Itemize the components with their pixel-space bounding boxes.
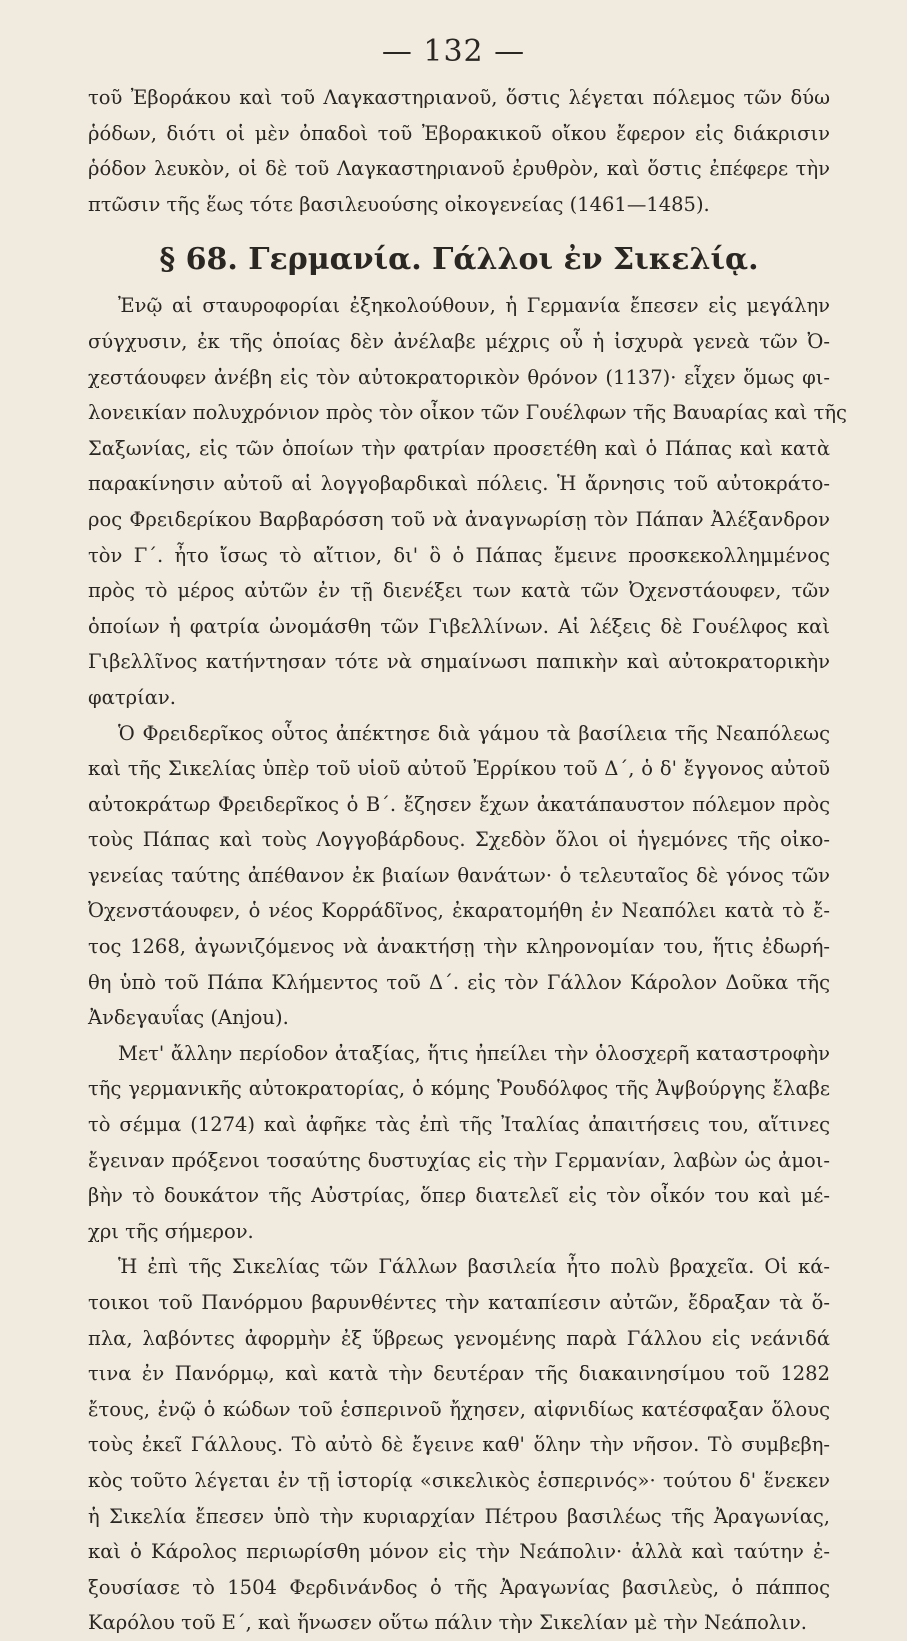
text-line: Ὀχενστάουφεν, ὁ νέος Κορράδῖνος, ἐκαρατομήθη ἐν Νεαπόλει κατὰ τὸ ἔ- — [88, 899, 830, 923]
text-line: τινα ἐν Πανόρμῳ, καὶ κατὰ τὴν δευτέραν τῆς διακαινησίμου τοῦ 1282 — [88, 1362, 830, 1386]
text-line: ἡ Σικελία ἔπεσεν ὑπὸ τὴν κυριαρχίαν Πέτρου βασιλέως τῆς Ἀραγωνίας, — [88, 1504, 830, 1528]
section-heading: § 68. Γερμανία. Γάλλοι ἐν Σικελίᾳ. — [159, 242, 759, 278]
text-line: τῆς γερμανικῆς αὐτοκρατορίας, ὁ κόμης Ῥουδόλφος τῆς Ἀψβούργης ἔλαβε — [88, 1077, 830, 1101]
text-line: Καρόλου τοῦ Ε΄, καὶ ἥνωσεν οὕτω πάλιν τὴν Σικελίαν μὲ τὴν Νεάπολιν. — [88, 1611, 807, 1635]
text-line: τοὺς ἐκεῖ Γάλλους. Τὸ αὐτὸ δὲ ἔγεινε καθ' ὅλην τὴν νῆσον. Τὸ συμβεβη- — [88, 1433, 830, 1457]
page-number: — 132 — — [381, 34, 526, 69]
text-line: Μετ' ἄλλην περίοδον ἀταξίας, ἥτις ἠπείλει τὴν ὁλοσχερῆ καταστροφὴν — [118, 1041, 830, 1065]
text-line: Γιβελλῖνος κατήντησαν τότε νὰ σημαίνωσι παπικὴν καὶ αὐτοκρατορικὴν — [88, 650, 830, 674]
text-line: τοὺς Πάπας καὶ τοὺς Λογγοβάρδους. Σχεδὸν ὅλοι οἱ ἡγεμόνες τῆς οἰκο- — [88, 828, 830, 852]
text-line: πλα, λαβόντες ἀφορμὴν ἐξ ὕβρεως γενομένης παρὰ Γάλλου εἰς νεάνιδά — [88, 1326, 830, 1350]
text-line: ὁποίων ἡ φατρία ὠνομάσθη τῶν Γιβελλίνων. Αἱ λέξεις δὲ Γουέλφος καὶ — [88, 614, 830, 638]
text-block — [88, 80, 847, 1641]
text-line: ρος Φρειδερίκου Βαρβαρόσση τοῦ νὰ ἀναγνωρίσῃ τὸν Πάπαν Ἀλέξανδρον — [88, 507, 830, 531]
text-line: λονεικίαν πολυχρόνιον πρὸς τὸν οἶκον τῶν Γουέλφων τῆς Βαυαρίας καὶ τῆς — [88, 401, 847, 425]
text-line: καὶ ὁ Κάρολος περιωρίσθη μόνον εἰς τὴν Νεάπολιν· ἀλλὰ καὶ ταύτην ἐ- — [88, 1540, 830, 1564]
text-line: τοῦ Ἐβοράκου καὶ τοῦ Λαγκαστηριανοῦ, ὅστις λέγεται πόλεμος τῶν δύω — [88, 86, 830, 109]
text-line: Ἀνδεγαυΐας (Anjou). — [88, 1006, 289, 1030]
text-line: παρακίνησιν αὐτοῦ αἱ λογγοβαρδικαὶ πόλεις. Ἡ ἄρνησις τοῦ αὐτοκράτο- — [88, 472, 830, 496]
text-line: τὸν Γ΄. ἦτο ἴσως τὸ αἴτιον, δι' ὃ ὁ Πάπας ἔμεινε προσκεκολλημμένος — [88, 543, 830, 567]
text-line: Ἡ ἐπὶ τῆς Σικελίας τῶν Γάλλων βασιλεία ἦτο πολὺ βραχεῖα. Οἱ κά- — [118, 1255, 830, 1279]
text-line: θη ὑπὸ τοῦ Πάπα Κλήμεντος τοῦ Δ΄. εἰς τὸν Γάλλον Κάρολον Δοῦκα τῆς — [88, 970, 830, 994]
text-line: γενείας ταύτης ἀπέθανον ἐκ βιαίων θανάτων· ὁ τελευταῖος δὲ γόνος τῶν — [88, 863, 830, 887]
intro-paragraph — [88, 80, 830, 222]
text-line: ῥόδον λευκὸν, οἱ δὲ τοῦ Λαγκαστηριανοῦ ἐρυθρὸν, καὶ ὅστις ἐπέφερε τὴν — [88, 157, 830, 181]
paragraph-frederick — [88, 716, 830, 1036]
text-line: ξουσίασε τὸ 1504 Φερδινάνδος ὁ τῆς Ἀραγωνίας βασιλεὺς, ὁ πάππος — [88, 1575, 830, 1599]
text-line: βὴν τὸ δουκάτον τῆς Αὐστρίας, ὅπερ διατελεῖ εἰς τὸν οἶκόν του καὶ μέ- — [88, 1184, 830, 1208]
text-line: φατρίαν. — [88, 685, 176, 709]
text-line: ἔγειναν πρόξενοι τοσαύτης δυστυχίας εἰς τὴν Γερμανίαν, λαβὼν ὡς ἀμοι- — [88, 1148, 830, 1172]
text-line: Ὁ Φρειδερῖκος οὗτος ἀπέκτησε διὰ γάμου τὰ βασίλεια τῆς Νεαπόλεως — [118, 721, 830, 745]
text-line: καὶ τῆς Σικελίας ὑπὲρ τοῦ υἱοῦ αὐτοῦ Ἐρρίκου τοῦ Δ΄, ὁ δ' ἔγγονος αὐτοῦ — [88, 757, 830, 781]
text-line: σύγχυσιν, ἐκ τῆς ὁποίας δὲν ἀνέλαβε μέχρις οὗ ἡ ἰσχυρὰ γενεὰ τῶν Ὀ- — [88, 329, 830, 353]
text-line: κὸς τοῦτο λέγεται ἐν τῇ ἱστορίᾳ «σικελικὸς ἑσπερινός»· τούτου δ' ἕνεκεν — [88, 1468, 830, 1492]
paragraph-rudolph — [88, 1036, 830, 1250]
text-line: Ἐνῷ αἱ σταυροφορίαι ἐξηκολούθουν, ἡ Γερμανία ἔπεσεν εἰς μεγάλην — [118, 294, 830, 318]
text-line: Σαξωνίας, εἰς τῶν ὁποίων τὴν φατρίαν προσετέθη καὶ ὁ Πάπας καὶ κατὰ — [88, 436, 830, 460]
text-line: ῥόδων, διότι οἱ μὲν ὀπαδοὶ τοῦ Ἐβορακικοῦ οἴκου ἔφερον εἰς διάκρισιν — [88, 121, 830, 145]
text-line: πτῶσιν τῆς ἕως τότε βασιλευούσης οἰκογενείας (1461—1485). — [88, 192, 710, 216]
paragraph-sicily — [88, 1249, 830, 1641]
paragraph-germany — [88, 288, 847, 715]
text-line: τοικοι τοῦ Πανόρμου βαρυνθέντες τὴν καταπίεσιν αὐτῶν, ἔδραξαν τὰ ὅ- — [88, 1291, 830, 1314]
text-line: χρι τῆς σήμερον. — [88, 1219, 254, 1243]
text-line: τος 1268, ἀγωνιζόμενος νὰ ἀνακτήσῃ τὴν κληρονομίαν του, ἥτις ἐδωρή- — [88, 935, 830, 959]
text-line: τὸ σέμμα (1274) καὶ ἀφῆκε τὰς ἐπὶ τῆς Ἰταλίας ἀπαιτήσεις του, αἵτινες — [88, 1113, 830, 1137]
text-line: αὐτοκράτωρ Φρειδερῖκος ὁ Β΄. ἔζησεν ἔχων ἀκατάπαυστον πόλεμον πρὸς — [88, 792, 830, 816]
text-line: πρὸς τὸ μέρος αὐτῶν ἐν τῇ διενέξει των κατὰ τῶν Ὀχενστάουφεν, τῶν — [88, 579, 830, 603]
text-line: χεστάουφεν ἀνέβη εἰς τὸν αὐτοκρατορικὸν θρόνον (1137)· εἶχεν ὅμως φι- — [88, 365, 830, 389]
text-line: ἔτους, ἐνῷ ὁ κώδων τοῦ ἑσπερινοῦ ἤχησεν, αἰφνιδίως κατέσφαξαν ὅλους — [88, 1397, 830, 1421]
